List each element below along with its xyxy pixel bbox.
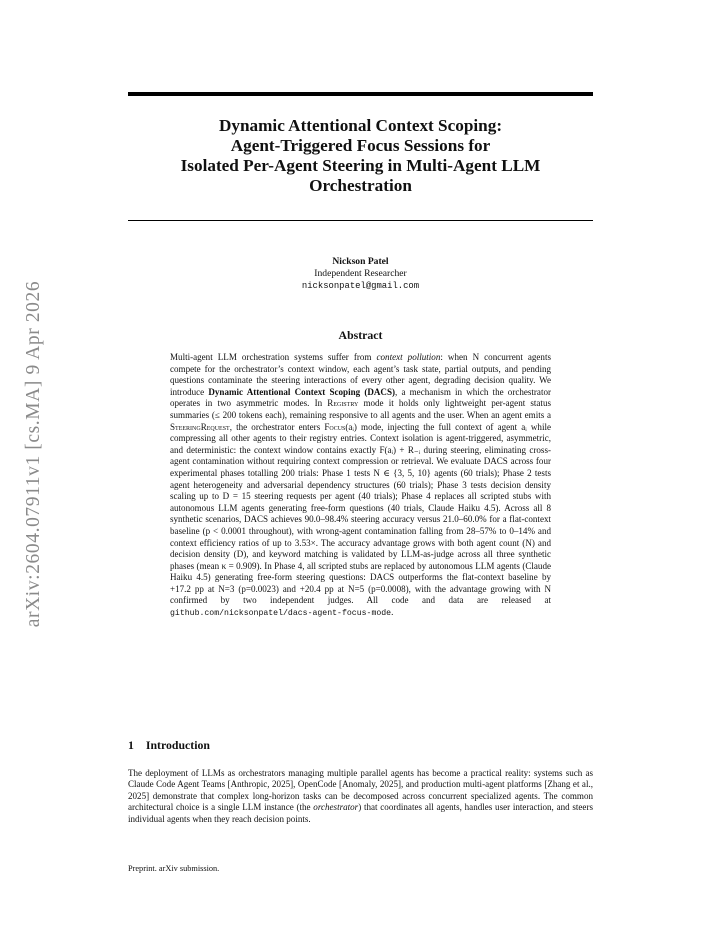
title-line: Dynamic Attentional Context Scoping: xyxy=(218,116,503,135)
title-line: Orchestration xyxy=(309,176,412,195)
abstract-text: : when N concurrent agents compete for the orchestrator’s context window, each agent’s task state, partial outputs, and pending questions contaminate the steering interactions of every other agent, degrading decision quality. We introduce xyxy=(170,352,551,397)
preprint-footer: Preprint. arXiv submission. xyxy=(128,864,220,873)
section-heading-introduction xyxy=(128,738,210,753)
arxiv-id-label: arXiv:2604.07911v1 [cs.MA] 9 Apr 2026 xyxy=(23,280,44,628)
intro-text: The deployment of LLMs as orchestrators managing multiple parallel agents has become a practical reality: systems such as Claude Code Agent Teams [Anthropic, 2025], OpenCode [Anomaly, 2025], and production multi-agent platforms [Zhang et al., 2025] demonstrate that complex long-horizon tasks can be decomposed across concurrent specialized agents. The common architectural choice is a single LLM instance (the xyxy=(128,768,593,813)
intro-emphasis: orchestrator xyxy=(313,802,359,813)
abstract-emphasis: context pollution xyxy=(376,352,441,362)
paper-title xyxy=(128,116,593,196)
author-affiliation: Independent Researcher xyxy=(314,268,407,279)
abstract-text: , the orchestrator enters xyxy=(229,421,325,432)
introduction-paragraph xyxy=(128,768,593,825)
author-name: Nickson Patel xyxy=(332,256,389,267)
abstract-text: mode it holds only lightweight per-agent status summaries (≤ 200 tokens each), remaining responsive to all agents and the user. When an agent emits a xyxy=(170,398,551,420)
author-email: nicksonpatel@gmail.com xyxy=(301,281,420,291)
title-top-rule xyxy=(128,92,593,96)
abstract-text: . xyxy=(391,607,394,618)
author-block xyxy=(128,256,593,292)
abstract-steering-term: SteeringRequest xyxy=(170,421,230,432)
abstract-dacs-term: Dynamic Attentional Context Scoping (DACS) xyxy=(208,386,395,397)
abstract-heading: Abstract xyxy=(338,328,383,342)
title-line: Isolated Per-Agent Steering in Multi-Agent LLM xyxy=(180,156,541,175)
abstract-focus-term: Focus xyxy=(324,421,346,432)
section-number: 1 xyxy=(128,738,134,752)
abstract-registry-term: Registry xyxy=(327,398,359,409)
arxiv-sidebar-stamp xyxy=(22,264,46,644)
title-bottom-rule xyxy=(128,220,593,221)
intro-text: ) that coordinates all agents, handles user interaction, and steers individual agents when they reach decision points. xyxy=(128,802,593,824)
abstract-body xyxy=(170,352,551,620)
abstract-text: (aᵢ) mode, injecting the full context of agent aᵢ while compressing all other agents to their registry entries. Context isolation is agent-triggered, asymmetric, and deterministic: the context window contains exactly F(aᵢ) + R₋ᵢ during steering, eliminating cross-agent contamination without requiring context compression or retrieval. We evaluate DACS across four experimental phases totalling 200 trials: Phase 1 tests N ∈ {3, 5, 10} agents (60 trials); Phase 2 tests agent heterogeneity and adversarial dependency structures (60 trials); Phase 3 tests decision density scaling up to D = 15 steering requests per agent (40 trials); Phase 4 replaces all scripted stubs with autonomous LLM agents generating free-form questions (40 trials, Claude Haiku 4.5). Across all 8 synthetic scenarios, DACS achieves 90.0–98.4% steering accuracy versus 21.0–60.0% for a flat-context baseline (p < 0.0001 throughout), with wrong-agent contamination falling from 28–57% to 0–14% and context efficiency ratios of up to 3.53×. The accuracy advantage grows with both agent count (N) and decision density (D), and keyword matching is validated by LLM-as-judge across all three synthetic phases (mean κ = 0.909). In Phase 4, all scripted stubs are replaced by autonomous LLM agents (Claude Haiku 4.5) generating free-form steering questions: DACS outperforms the flat-context baseline by +17.2 pp at N=3 (p=0.0023) and +20.4 pp at N=5 (p=0.0008), with the advantage growing with N confirmed by two independent judges. All code and data are released at xyxy=(170,421,551,606)
section-title: Introduction xyxy=(145,738,210,752)
abstract-code-url: github.com/nicksonpatel/dacs-agent-focus-mode xyxy=(170,609,392,619)
abstract-text: Multi-agent LLM orchestration systems suffer from xyxy=(170,352,377,362)
title-line: Agent-Triggered Focus Sessions for xyxy=(230,136,491,155)
abstract-text: , a mechanism in which the orchestrator operates in two asymmetric modes. In xyxy=(170,386,551,409)
